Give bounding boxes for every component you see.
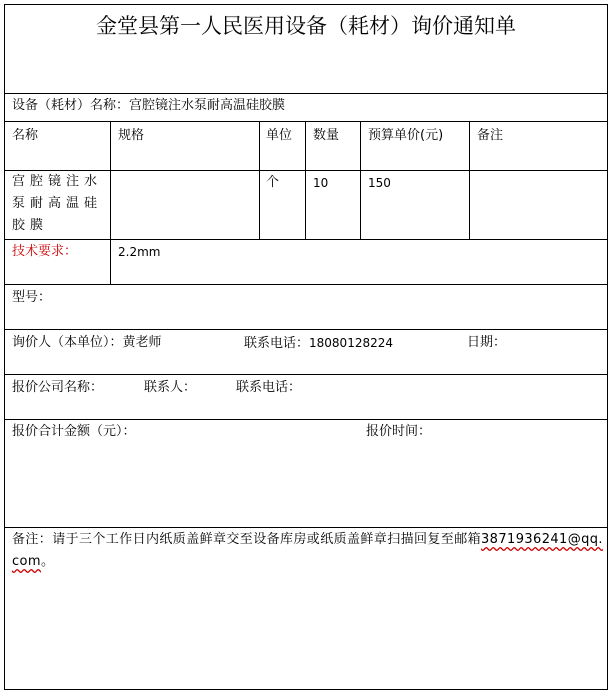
note-text: 备注：请于三个工作日内纸质盖鲜章交至设备库房或纸质盖鲜章扫描回复至邮箱 <box>12 532 482 547</box>
tech-requirement-value: 2.2mm <box>118 245 161 259</box>
item-unit: 个 <box>266 175 280 190</box>
column-divider <box>360 121 361 239</box>
item-price: 150 <box>368 176 391 190</box>
date-label: 日期： <box>467 335 507 350</box>
model-label: 型号： <box>12 290 52 305</box>
divider <box>4 284 608 285</box>
device-name-value: 宫腔镜注水泵耐高温硅胶膜 <box>129 98 286 113</box>
column-divider <box>469 121 470 239</box>
divider <box>4 329 608 330</box>
item-qty: 10 <box>313 176 329 190</box>
item-name: 宫腔镜注水泵耐高温硅胶膜 <box>12 174 103 233</box>
divider <box>4 419 608 420</box>
divider <box>4 93 608 94</box>
total-amount-label: 报价合计金额（元）： <box>12 424 136 439</box>
page-title: 金堂县第一人民医用设备（耗材）询价通知单 <box>96 14 516 38</box>
col-header-remark: 备注 <box>477 128 504 143</box>
device-name-label: 设备（耗材）名称： <box>12 98 130 113</box>
col-header-qty: 数量 <box>313 128 340 143</box>
divider <box>4 374 608 375</box>
inquirer-phone-label: 联系电话： <box>244 336 310 351</box>
col-header-name: 名称 <box>12 128 39 143</box>
col-header-spec: 规格 <box>118 128 145 143</box>
note-end: 。 <box>40 554 55 569</box>
email-link[interactable]: 3871936241@qq.com <box>12 532 603 569</box>
divider <box>4 239 608 240</box>
divider <box>4 527 608 528</box>
quote-contact-label: 联系人： <box>144 380 197 395</box>
quote-time-label: 报价时间： <box>366 424 432 439</box>
tech-requirement-label: 技术要求： <box>12 244 78 259</box>
note <box>12 529 604 573</box>
inquirer-phone-value: 18080128224 <box>309 336 393 350</box>
divider <box>4 121 608 122</box>
col-header-unit: 单位 <box>266 128 293 143</box>
column-divider <box>305 121 306 239</box>
inquirer-phone <box>244 335 393 352</box>
device-name-row <box>12 98 285 114</box>
quote-company-label: 报价公司名称： <box>12 380 104 395</box>
quote-phone-label: 联系电话： <box>236 380 302 395</box>
column-divider <box>259 121 260 239</box>
inquirer-label: 询价人（本单位）：黄老师 <box>12 335 162 350</box>
column-divider <box>110 121 111 284</box>
col-header-price: 预算单价(元) <box>368 128 444 143</box>
